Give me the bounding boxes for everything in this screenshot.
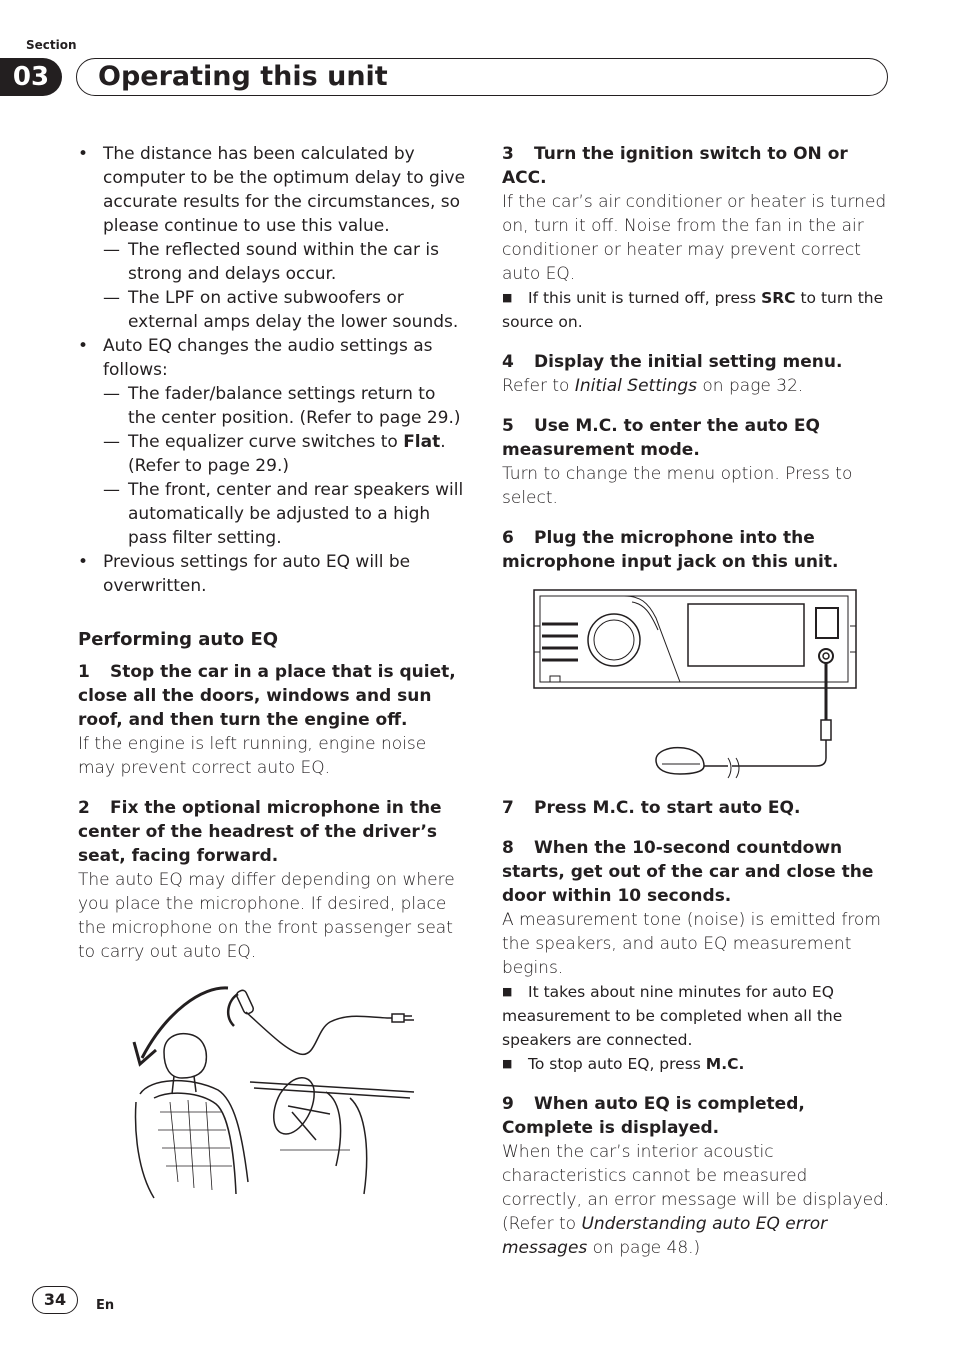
- note-square-icon: ■: [502, 1057, 513, 1070]
- step-title-text: Press M.C. to start auto EQ.: [534, 798, 801, 818]
- bullet-text: Auto EQ changes the audio settings as follows:: [103, 336, 433, 380]
- step-2-body: The auto EQ may differ depending on where you place the microphone. If desired, place the microphone on the front passenger seat to carry out auto EQ.: [78, 870, 455, 962]
- note-text-bold: M.C.: [705, 1055, 745, 1073]
- step-2-title: [78, 796, 466, 868]
- page-title: Operating this unit: [98, 61, 388, 92]
- step-title-text: Fix the optional microphone in the center of the headrest of the driver’s seat, facing forward.: [78, 798, 442, 866]
- step-9-body: [502, 1140, 892, 1260]
- step-5-title: [502, 414, 892, 462]
- bullet-icon: •: [78, 552, 89, 572]
- step-number: 8: [502, 838, 514, 858]
- note-item: [502, 286, 892, 334]
- body-text-italic: Understanding auto EQ error messages: [502, 1214, 828, 1258]
- step-6-title: [502, 526, 892, 574]
- dash-icon: —: [103, 288, 120, 308]
- bullet-item: [78, 142, 466, 238]
- dash-item: [78, 382, 466, 430]
- dash-icon: —: [103, 432, 120, 452]
- bullet-text: The distance has been calculated by computer to be the optimum delay to give accurate results for the circumstances, so please continue to use this value.: [103, 144, 466, 236]
- body-text: on page 32.: [697, 376, 804, 396]
- step-3-body: If the car’s air conditioner or heater is turned on, turn it off. Noise from the fan in the air conditioner or heater may prevent correct auto EQ.: [502, 192, 887, 284]
- note-text-bold: SRC: [761, 289, 796, 307]
- step-number: 7: [502, 798, 514, 818]
- body-text: When the car’s interior acoustic characteristics cannot be measured correctly, an error message will be displayed. (Refer to: [502, 1142, 890, 1234]
- step-9-title: [502, 1092, 892, 1140]
- note-text: It takes about nine minutes for auto EQ measurement to be completed when all the speakers are connected.: [502, 983, 843, 1049]
- left-column: [78, 142, 466, 1204]
- section-subheading: Performing auto EQ: [78, 629, 279, 650]
- step-4-body: [502, 374, 892, 398]
- step-title-text: Plug the microphone into the microphone input jack on this unit.: [502, 528, 839, 572]
- note-text: If this unit is turned off, press: [528, 289, 762, 307]
- dash-item: [78, 430, 466, 478]
- note-text: to turn the source on.: [502, 289, 884, 331]
- step-number: 3: [502, 144, 514, 164]
- step-number: 5: [502, 416, 514, 436]
- step-1-title: [78, 660, 466, 732]
- dash-text: The reflected sound within the car is strong and delays occur.: [128, 240, 439, 284]
- dash-item: [78, 286, 466, 334]
- head-unit-microphone-illustration: [532, 588, 892, 780]
- dash-text: The front, center and rear speakers will automatically be adjusted to a high pass filter setting.: [128, 480, 464, 548]
- step-5-body: Turn to change the menu option. Press to select.: [502, 464, 853, 508]
- bullet-item: [78, 334, 466, 382]
- step-title-text: Turn the ignition switch to ON or ACC.: [502, 144, 848, 188]
- step-number: 9: [502, 1094, 514, 1114]
- language-label: En: [96, 1298, 115, 1313]
- note-item: [502, 980, 892, 1052]
- step-4-title: [502, 350, 892, 374]
- step-1-body: If the engine is left running, engine noise may prevent correct auto EQ.: [78, 734, 427, 778]
- body-text-italic: Initial Settings: [574, 376, 697, 396]
- step-title-text: Display the initial setting menu.: [534, 352, 843, 372]
- dash-icon: —: [103, 384, 120, 404]
- bullet-icon: •: [78, 336, 89, 356]
- dash-item: [78, 238, 466, 286]
- section-label: Section: [26, 38, 77, 52]
- note-square-icon: ■: [502, 985, 513, 998]
- step-title-text: Stop the car in a place that is quiet, close all the doors, windows and sun roof, and then turn the engine off.: [78, 662, 456, 730]
- dash-text: The LPF on active subwoofers or external amps delay the lower sounds.: [128, 288, 459, 332]
- note-text: To stop auto EQ, press: [528, 1055, 706, 1073]
- dash-text: The fader/balance settings return to the center position. (Refer to page 29.): [128, 384, 461, 428]
- step-8-body: A measurement tone (noise) is emitted from the speakers, and auto EQ measurement begins.: [502, 910, 881, 978]
- dash-icon: —: [103, 240, 120, 260]
- step-title-text: Use M.C. to enter the auto EQ measurement mode.: [502, 416, 820, 460]
- step-3-title: [502, 142, 892, 190]
- dash-item: [78, 478, 466, 550]
- step-number: 2: [78, 798, 90, 818]
- body-text: on page 48.): [587, 1238, 701, 1258]
- dash-text-bold: Flat: [403, 432, 441, 452]
- headrest-microphone-illustration: [130, 982, 466, 1204]
- page-number: 34: [32, 1286, 78, 1314]
- step-7-title: [502, 796, 892, 820]
- note-square-icon: ■: [502, 291, 513, 304]
- section-number-badge: 03: [0, 58, 62, 96]
- bullet-text: Previous settings for auto EQ will be overwritten.: [103, 552, 411, 596]
- bullet-item: [78, 550, 466, 598]
- step-number: 1: [78, 662, 90, 682]
- dash-text: The equalizer curve switches to: [128, 432, 404, 452]
- right-column: [502, 142, 892, 1260]
- step-title-text: When the 10-second countdown starts, get out of the car and close the door within 10 seconds.: [502, 838, 874, 906]
- dash-icon: —: [103, 480, 120, 500]
- note-item: [502, 1052, 892, 1076]
- body-text: Refer to: [502, 376, 575, 396]
- step-number: 4: [502, 352, 514, 372]
- step-title-text: When auto EQ is completed, Complete is displayed.: [502, 1094, 805, 1138]
- step-number: 6: [502, 528, 514, 548]
- step-8-title: [502, 836, 892, 908]
- bullet-icon: •: [78, 144, 89, 164]
- dash-text: . (Refer to page 29.): [128, 432, 446, 476]
